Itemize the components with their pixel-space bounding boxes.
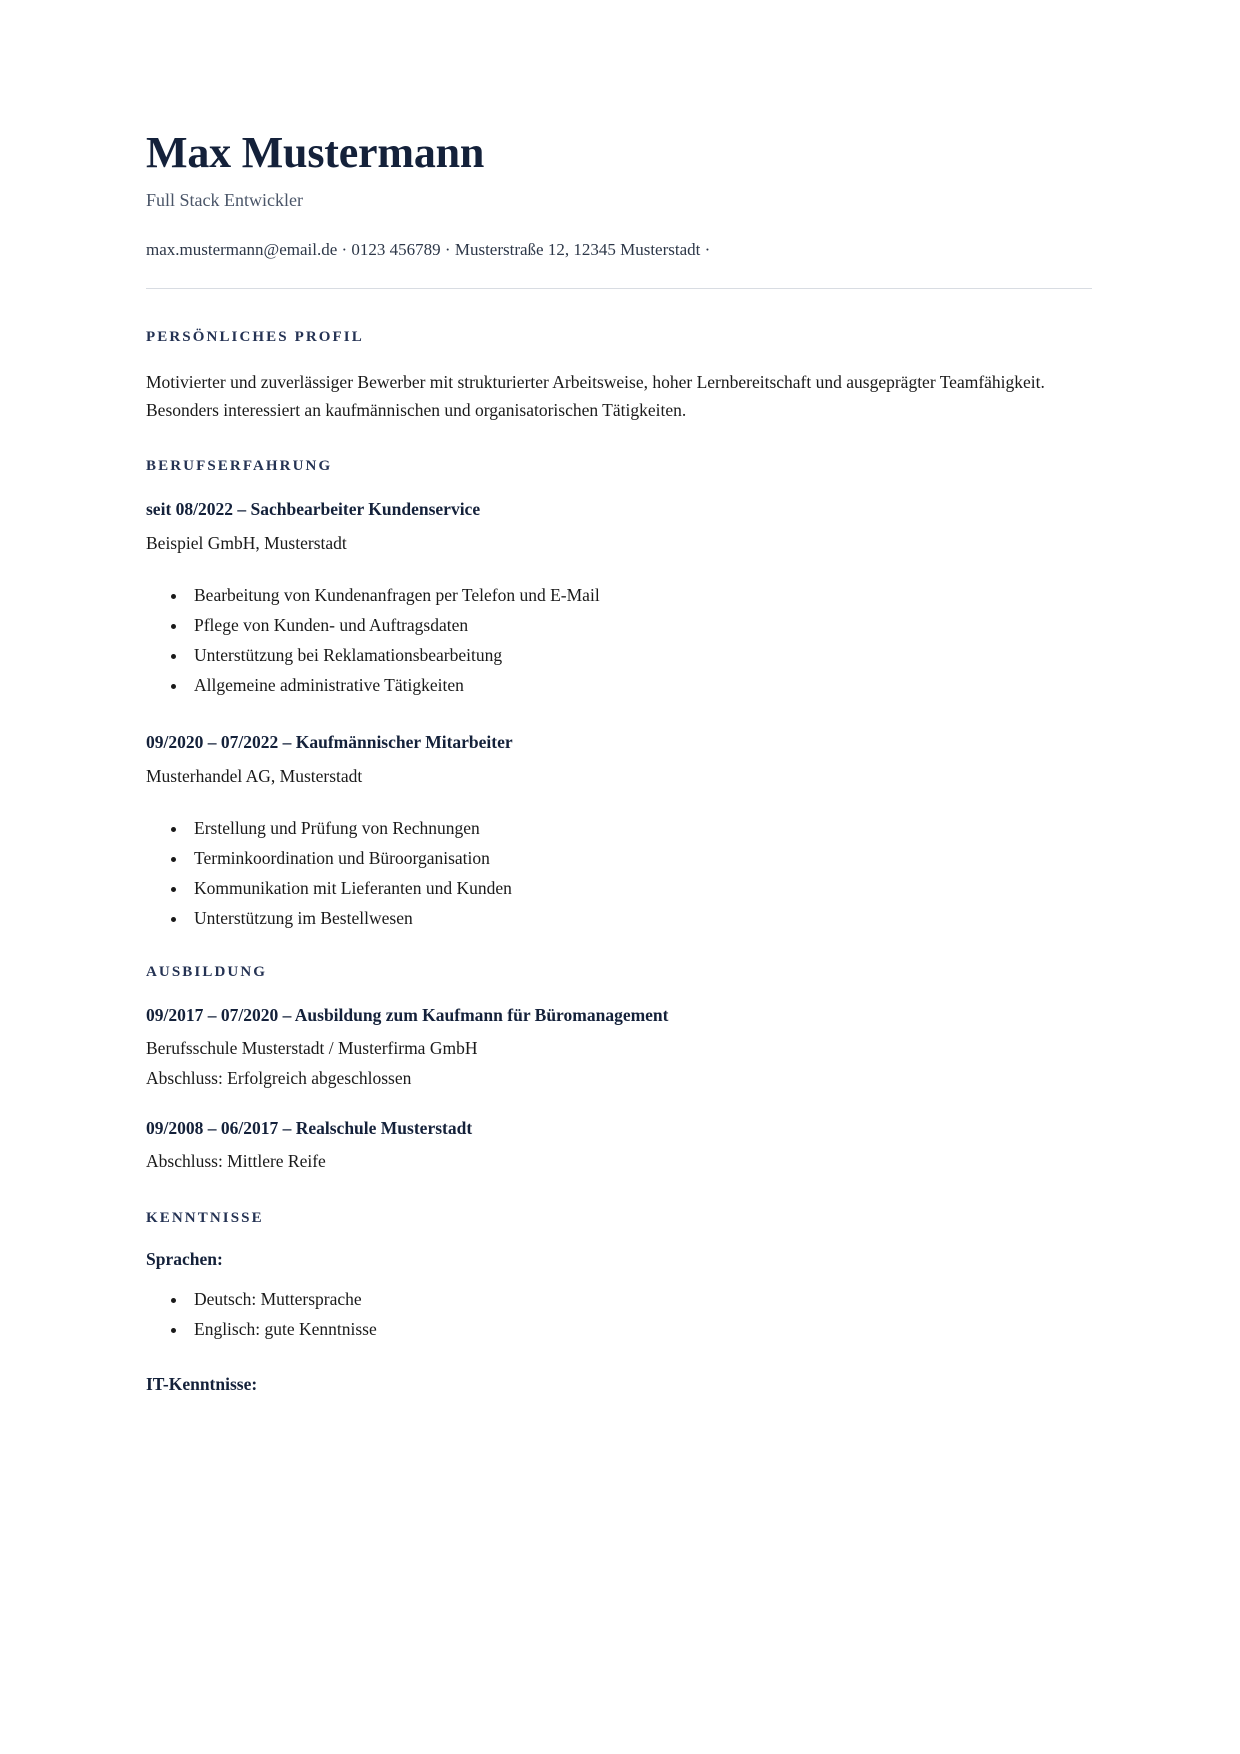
education-entry-result: Abschluss: Erfolgreich abgeschlossen <box>146 1068 412 1089</box>
list-item: • Unterstützung bei Reklamationsbearbeitung <box>188 640 1092 670</box>
skills-languages-heading: Sprachen: <box>146 1249 223 1270</box>
section-title-profile: PERSÖNLICHES PROFIL <box>146 328 364 345</box>
list-item: • Pflege von Kunden- und Auftragsdaten <box>188 610 1092 640</box>
experience-entry-company: Musterhandel AG, Musterstadt <box>146 765 363 786</box>
experience-bullet-list <box>146 813 1092 933</box>
list-item: • Kommunikation mit Lieferanten und Kunden <box>188 873 1092 903</box>
education-entry-title: 09/2017 – 07/2020 – Ausbildung zum Kaufmann für Büromanagement <box>146 1004 669 1025</box>
skills-it-heading: IT-Kenntnisse: <box>146 1374 258 1395</box>
experience-entry-title: seit 08/2022 – Sachbearbeiter Kundenservice <box>146 499 481 520</box>
list-item: • Allgemeine administrative Tätigkeiten <box>188 670 1092 700</box>
experience-entry <box>146 497 1092 556</box>
contact-line: max.mustermann@email.de · 0123 456789 · Musterstraße 12, 12345 Musterstadt · <box>146 239 711 259</box>
experience-bullet-list <box>146 580 1092 700</box>
list-item: • Englisch: gute Kenntnisse <box>188 1314 1092 1344</box>
list-item: • Terminkoordination und Büroorganisation <box>188 843 1092 873</box>
education-entry <box>146 1003 1092 1092</box>
list-item: • Bearbeitung von Kundenanfragen per Telefon und E-Mail <box>188 580 1092 610</box>
experience-entry-title: 09/2020 – 07/2022 – Kaufmännischer Mitarbeiter <box>146 732 513 753</box>
list-item: • Unterstützung im Bestellwesen <box>188 903 1092 933</box>
section-title-experience: BERUFSERFAHRUNG <box>146 458 333 475</box>
section-title-skills: KENNTNISSE <box>146 1210 264 1227</box>
experience-entry <box>146 730 1092 789</box>
section-title-education: AUSBILDUNG <box>146 963 268 980</box>
education-entry-institution: Berufsschule Musterstadt / Musterfirma GmbH <box>146 1038 478 1059</box>
experience-entry-company: Beispiel GmbH, Musterstadt <box>146 532 347 553</box>
education-entry <box>146 1116 1092 1175</box>
job-title: Full Stack Entwickler <box>146 190 303 211</box>
list-item: • Deutsch: Muttersprache <box>188 1284 1092 1314</box>
skills-languages-list <box>146 1284 1092 1344</box>
header-divider <box>146 288 1092 289</box>
education-entry-title: 09/2008 – 06/2017 – Realschule Musterstadt <box>146 1117 473 1138</box>
page-title: Max Mustermann <box>146 128 485 177</box>
list-item: • Erstellung und Prüfung von Rechnungen <box>188 813 1092 843</box>
profile-text: Motivierter und zuverlässiger Bewerber mit strukturierter Arbeitsweise, hoher Lernbereitschaft und ausgeprägter Teamfähigkeit. Besonders interessiert an kaufmännischen und organisatorischen Tätigkeiten. <box>146 371 1045 420</box>
education-entry-institution: Abschluss: Mittlere Reife <box>146 1151 326 1172</box>
